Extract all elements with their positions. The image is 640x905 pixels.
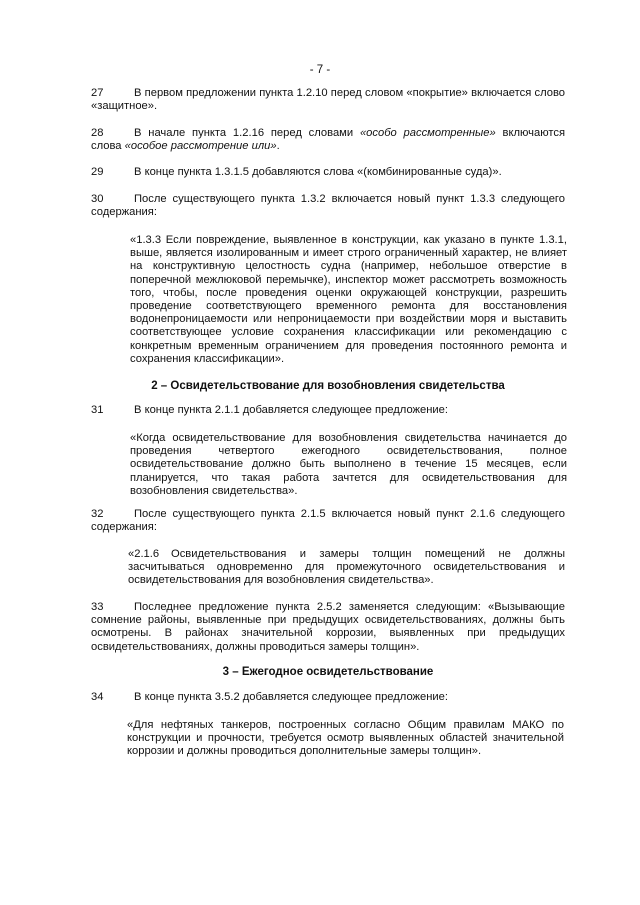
paragraph-27 (91, 87, 565, 113)
quote-2-1-1: «Когда освидетельствование для возобновления свидетельства начинается до проведения четвертого ежегодного освидетельствования, полное освидетельствование должно быть выполнено в течение 15 месяцев, если планируется, что такая работа зачтется для освидетельствования для возобновления свидетельства». (130, 432, 567, 497)
section-heading-3: 3 – Ежегодное освидетельствование (222, 666, 434, 678)
paragraph-text: После существующего пункта 1.3.2 включается новый пункт 1.3.3 следующего содержания: (91, 193, 565, 219)
paragraph-text: В конце пункта 2.1.1 добавляется следующее предложение: (134, 404, 449, 416)
paragraph-text: В первом предложении пункта 1.2.10 перед словом «покрытие» включается слово «защитное». (91, 87, 565, 113)
paragraph-number: 31 (91, 404, 104, 416)
paragraph-number: 33 (91, 601, 104, 613)
paragraph-28 (91, 127, 565, 153)
paragraph-number: 30 (91, 193, 104, 205)
paragraph-31 (91, 404, 565, 417)
quote-2-1-6 (128, 548, 565, 588)
paragraph-text: включаются слова (91, 127, 565, 153)
paragraph-number: 32 (91, 508, 104, 520)
quote-text: Освидетельствования и замеры толщин помещений не должны засчитываться одновременно для промежуточного освидетельствования и освидетельствования для возобновления свидетельства». (128, 548, 565, 587)
page-number: - 7 - (309, 64, 331, 76)
paragraph-29 (91, 166, 565, 179)
paragraph-text: После существующего пункта 2.1.5 включается новый пункт 2.1.6 следующего содержания: (91, 508, 565, 534)
paragraph-number: 28 (91, 127, 104, 139)
section-heading-2: 2 – Освидетельствование для возобновления свидетельства (151, 380, 505, 392)
quote-number: «2.1.6 (128, 548, 160, 560)
paragraph-text: Последнее предложение пункта 2.5.2 заменяется следующим: «Вызывающие сомнение районы, выявленные при предыдущих освидетельствованиях, должны быть осмотрены. В районах значительной коррозии, выявленных при предыдущих освидетельствованиях, должны проводиться замеры толщин». (91, 601, 565, 653)
quote-3-5-2: «Для нефтяных танкеров, построенных согласно Общим правилам МАКО по конструкции и прочности, требуется осмотр выявленных областей значительной коррозии и должны проводиться дополнительные замеры толщин». (127, 719, 564, 758)
italic-phrase: «особое рассмотрение или» (124, 140, 277, 153)
paragraph-number: 34 (91, 691, 104, 703)
paragraph-number: 29 (91, 166, 104, 178)
paragraph-number: 27 (91, 87, 104, 99)
paragraph-33 (91, 601, 565, 654)
paragraph-30 (91, 193, 565, 219)
quote-1-3-3: «1.3.3 Если повреждение, выявленное в конструкции, как указано в пункте 1.3.1, выше, является изолированным и имеет строго ограниченный характер, не влияет на конструктивную целостность судна (например, небольшое отверстие в поперечной межлюковой перемычке), инспектор может рассмотреть возможность того, чтобы, после проведения оценки окружающей конструкции, разрешить проведение соответствующего временного ремонта для восстановления водонепроницаемости или непроницаемости при воздействии моря и выставить соответствующее условие сохранения классификации или рекомендацию с конкретным временным ограничением для проведения постоянного ремонта и сохранения классификации». (130, 234, 567, 365)
paragraph-32 (91, 508, 565, 534)
paragraph-text: В конце пункта 3.5.2 добавляется следующее предложение: (134, 691, 449, 703)
paragraph-text: . (276, 140, 280, 153)
paragraph-text: В начале пункта 1.2.16 перед словами (134, 127, 360, 139)
paragraph-34 (91, 691, 565, 704)
paragraph-text: В конце пункта 1.3.1.5 добавляются слова «(комбинированные суда)». (134, 166, 502, 178)
italic-phrase: «особо рассмотренные» (359, 127, 496, 139)
